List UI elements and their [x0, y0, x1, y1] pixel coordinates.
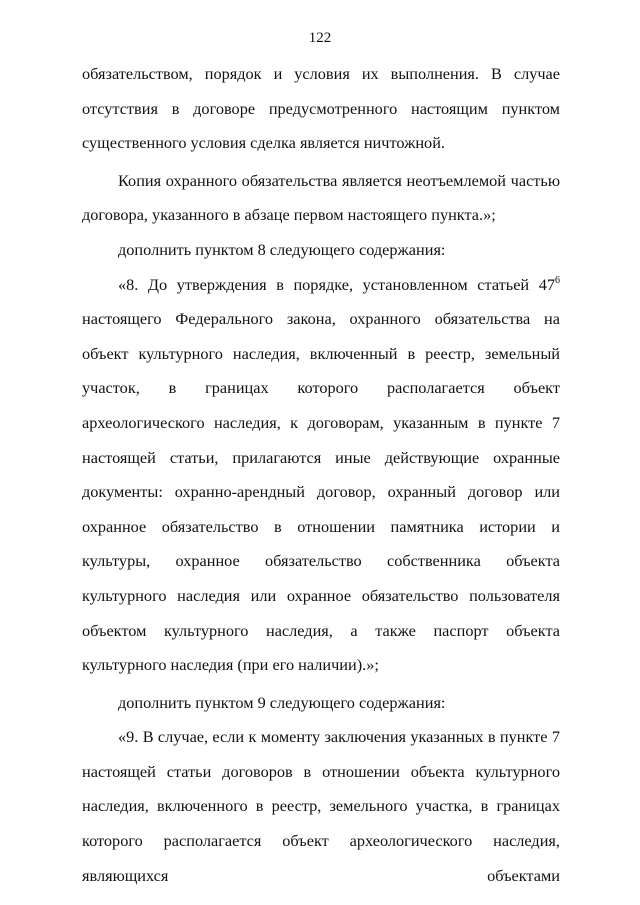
paragraph-continuation: обязательством, порядок и условия их выполнения. В случае отсутствия в договоре предусмотренного настоящим пунктом существенного условия сделка является ничтожной.	[82, 64, 560, 153]
page-number: 122	[308, 30, 332, 46]
paragraph-point-9: «9. В случае, если к моменту заключения указанных в пункте 7 настоящей статьи договоров в отношении объекта культурного наследия, включенного в реестр, земельного участка, в границах которого располагается объект археологического наследия, являющихся объектами	[82, 727, 560, 885]
article-superscript: 6	[555, 274, 560, 286]
point-8-text-start: «8. До утверждения в порядке, установленном статьей 47	[118, 274, 555, 294]
paragraph-point-8	[82, 268, 560, 683]
paragraph-add-point-8: дополнить пунктом 8 следующего содержания:	[118, 239, 446, 259]
paragraph-add-point-9: дополнить пунктом 9 следующего содержания:	[118, 692, 446, 712]
point-8-text-rest: настоящего Федерального закона, охранного обязательства на объект культурного наследия, включенный в реестр, земельный участок, в границах которого располагается объект археологического наследия, к договорам, указанным в пункте 7 настоящей статьи, прилагаются иные действующие охранные документы: охранно-арендный договор, охранный договор или охранное обязательство в отношении памятника истории и культуры, охранное обязательство собственника объекта культурного наследия или охранное обязательство пользователя объектом культурного наследия, а также паспорт объекта культурного наследия (при его наличии).»;	[82, 309, 560, 675]
paragraph-copy-obligation: Копия охранного обязательства является неотъемлемой частью договора, указанного в абзаце первом настоящего пункта.»;	[82, 170, 560, 225]
body-text-block	[82, 57, 560, 893]
